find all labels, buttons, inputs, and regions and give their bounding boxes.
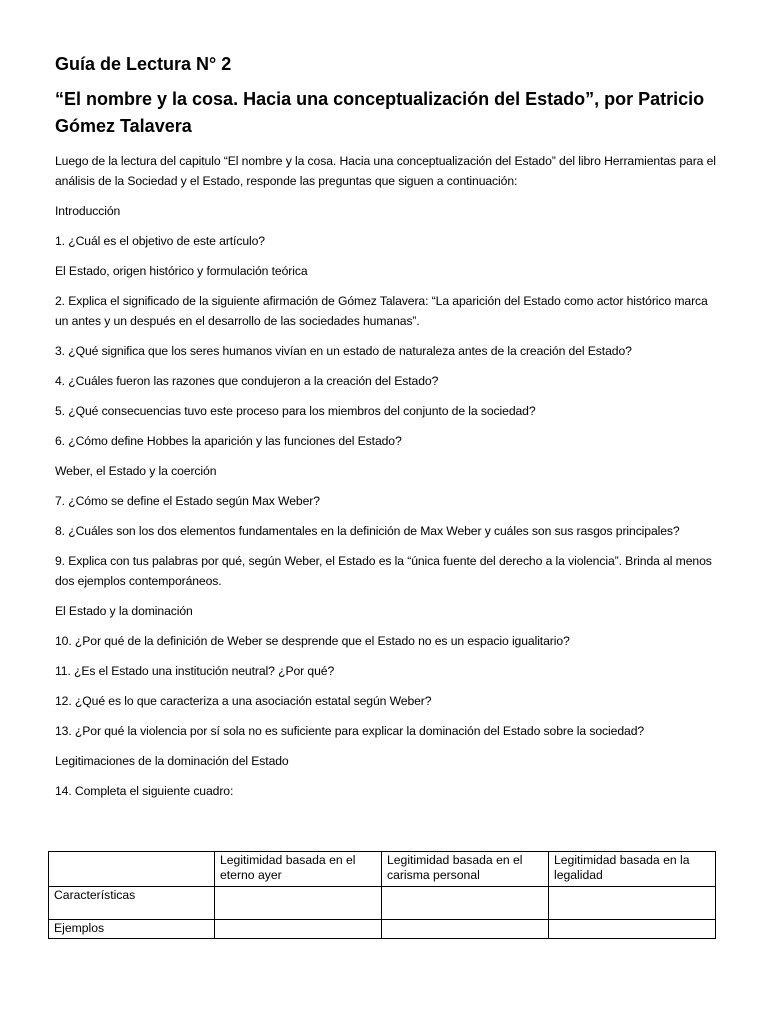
table-cell[interactable] [382, 920, 549, 939]
question-6: 6. ¿Cómo define Hobbes la aparición y las funciones del Estado? [55, 434, 402, 448]
question-5: 5. ¿Qué consecuencias tuvo este proceso para los miembros del conjunto de la sociedad? [55, 404, 536, 418]
table-header-row [49, 852, 716, 887]
document-title: Guía de Lectura N° 2 [55, 54, 232, 74]
question-7: 7. ¿Cómo se define el Estado según Max Weber? [55, 494, 320, 508]
intro-paragraph: Luego de la lectura del capitulo “El nombre y la cosa. Hacia una conceptualización del Estado” del libro Herramientas para el análisis de la Sociedad y el Estado, responde las preguntas que siguen a continuación: [55, 154, 716, 188]
table-row [49, 920, 716, 939]
question-4: 4. ¿Cuáles fueron las razones que condujeron a la creación del Estado? [55, 374, 439, 388]
table-row-label-ejemplos: Ejemplos [49, 920, 215, 939]
table-header-carisma: Legitimidad basada en el carisma personal [382, 852, 549, 887]
question-13: 13. ¿Por qué la violencia por sí sola no es suficiente para explicar la dominación del Estado sobre la sociedad? [55, 724, 645, 738]
section-heading-dominacion: El Estado y la dominación [55, 604, 193, 618]
document-subtitle: “El nombre y la cosa. Hacia una conceptualización del Estado”, por Patricio Gómez Talavera [55, 89, 705, 136]
question-3: 3. ¿Qué significa que los seres humanos vivían en un estado de naturaleza antes de la creación del Estado? [55, 344, 632, 358]
section-heading-legitimaciones: Legitimaciones de la dominación del Estado [55, 754, 289, 768]
table-cell[interactable] [549, 887, 716, 920]
section-heading-introduccion: Introducción [55, 204, 121, 218]
table-cell[interactable] [549, 920, 716, 939]
table-header-eterno-ayer: Legitimidad basada en el eterno ayer [215, 852, 382, 887]
question-1: 1. ¿Cuál es el objetivo de este artículo? [55, 234, 265, 248]
table-cell-corner [49, 852, 215, 887]
question-12: 12. ¿Qué es lo que caracteriza a una asociación estatal según Weber? [55, 694, 432, 708]
question-10: 10. ¿Por qué de la definición de Weber se desprende que el Estado no es un espacio igualitario? [55, 634, 570, 648]
section-heading-weber: Weber, el Estado y la coerción [55, 464, 217, 478]
question-9: 9. Explica con tus palabras por qué, según Weber, el Estado es la “única fuente del derecho a la violencia”. Brinda al menos dos ejemplos contemporáneos. [55, 554, 712, 588]
table-row-label-caracteristicas: Características [49, 887, 215, 920]
table-cell[interactable] [215, 887, 382, 920]
table-cell[interactable] [382, 887, 549, 920]
document-page [55, 52, 720, 811]
table-row [49, 887, 716, 920]
section-heading-origen: El Estado, origen histórico y formulación teórica [55, 264, 308, 278]
table-header-legalidad: Legitimidad basada en la legalidad [549, 852, 716, 887]
question-2: 2. Explica el significado de la siguiente afirmación de Gómez Talavera: “La aparición del Estado como actor histórico marca un antes y un después en el desarrollo de las sociedades humanas”. [55, 294, 708, 328]
table-cell[interactable] [215, 920, 382, 939]
legitimacy-table [48, 851, 716, 939]
question-8: 8. ¿Cuáles son los dos elementos fundamentales en la definición de Max Weber y cuáles son sus rasgos principales? [55, 524, 680, 538]
question-14: 14. Completa el siguiente cuadro: [55, 784, 234, 798]
question-11: 11. ¿Es el Estado una institución neutral? ¿Por qué? [55, 664, 335, 678]
